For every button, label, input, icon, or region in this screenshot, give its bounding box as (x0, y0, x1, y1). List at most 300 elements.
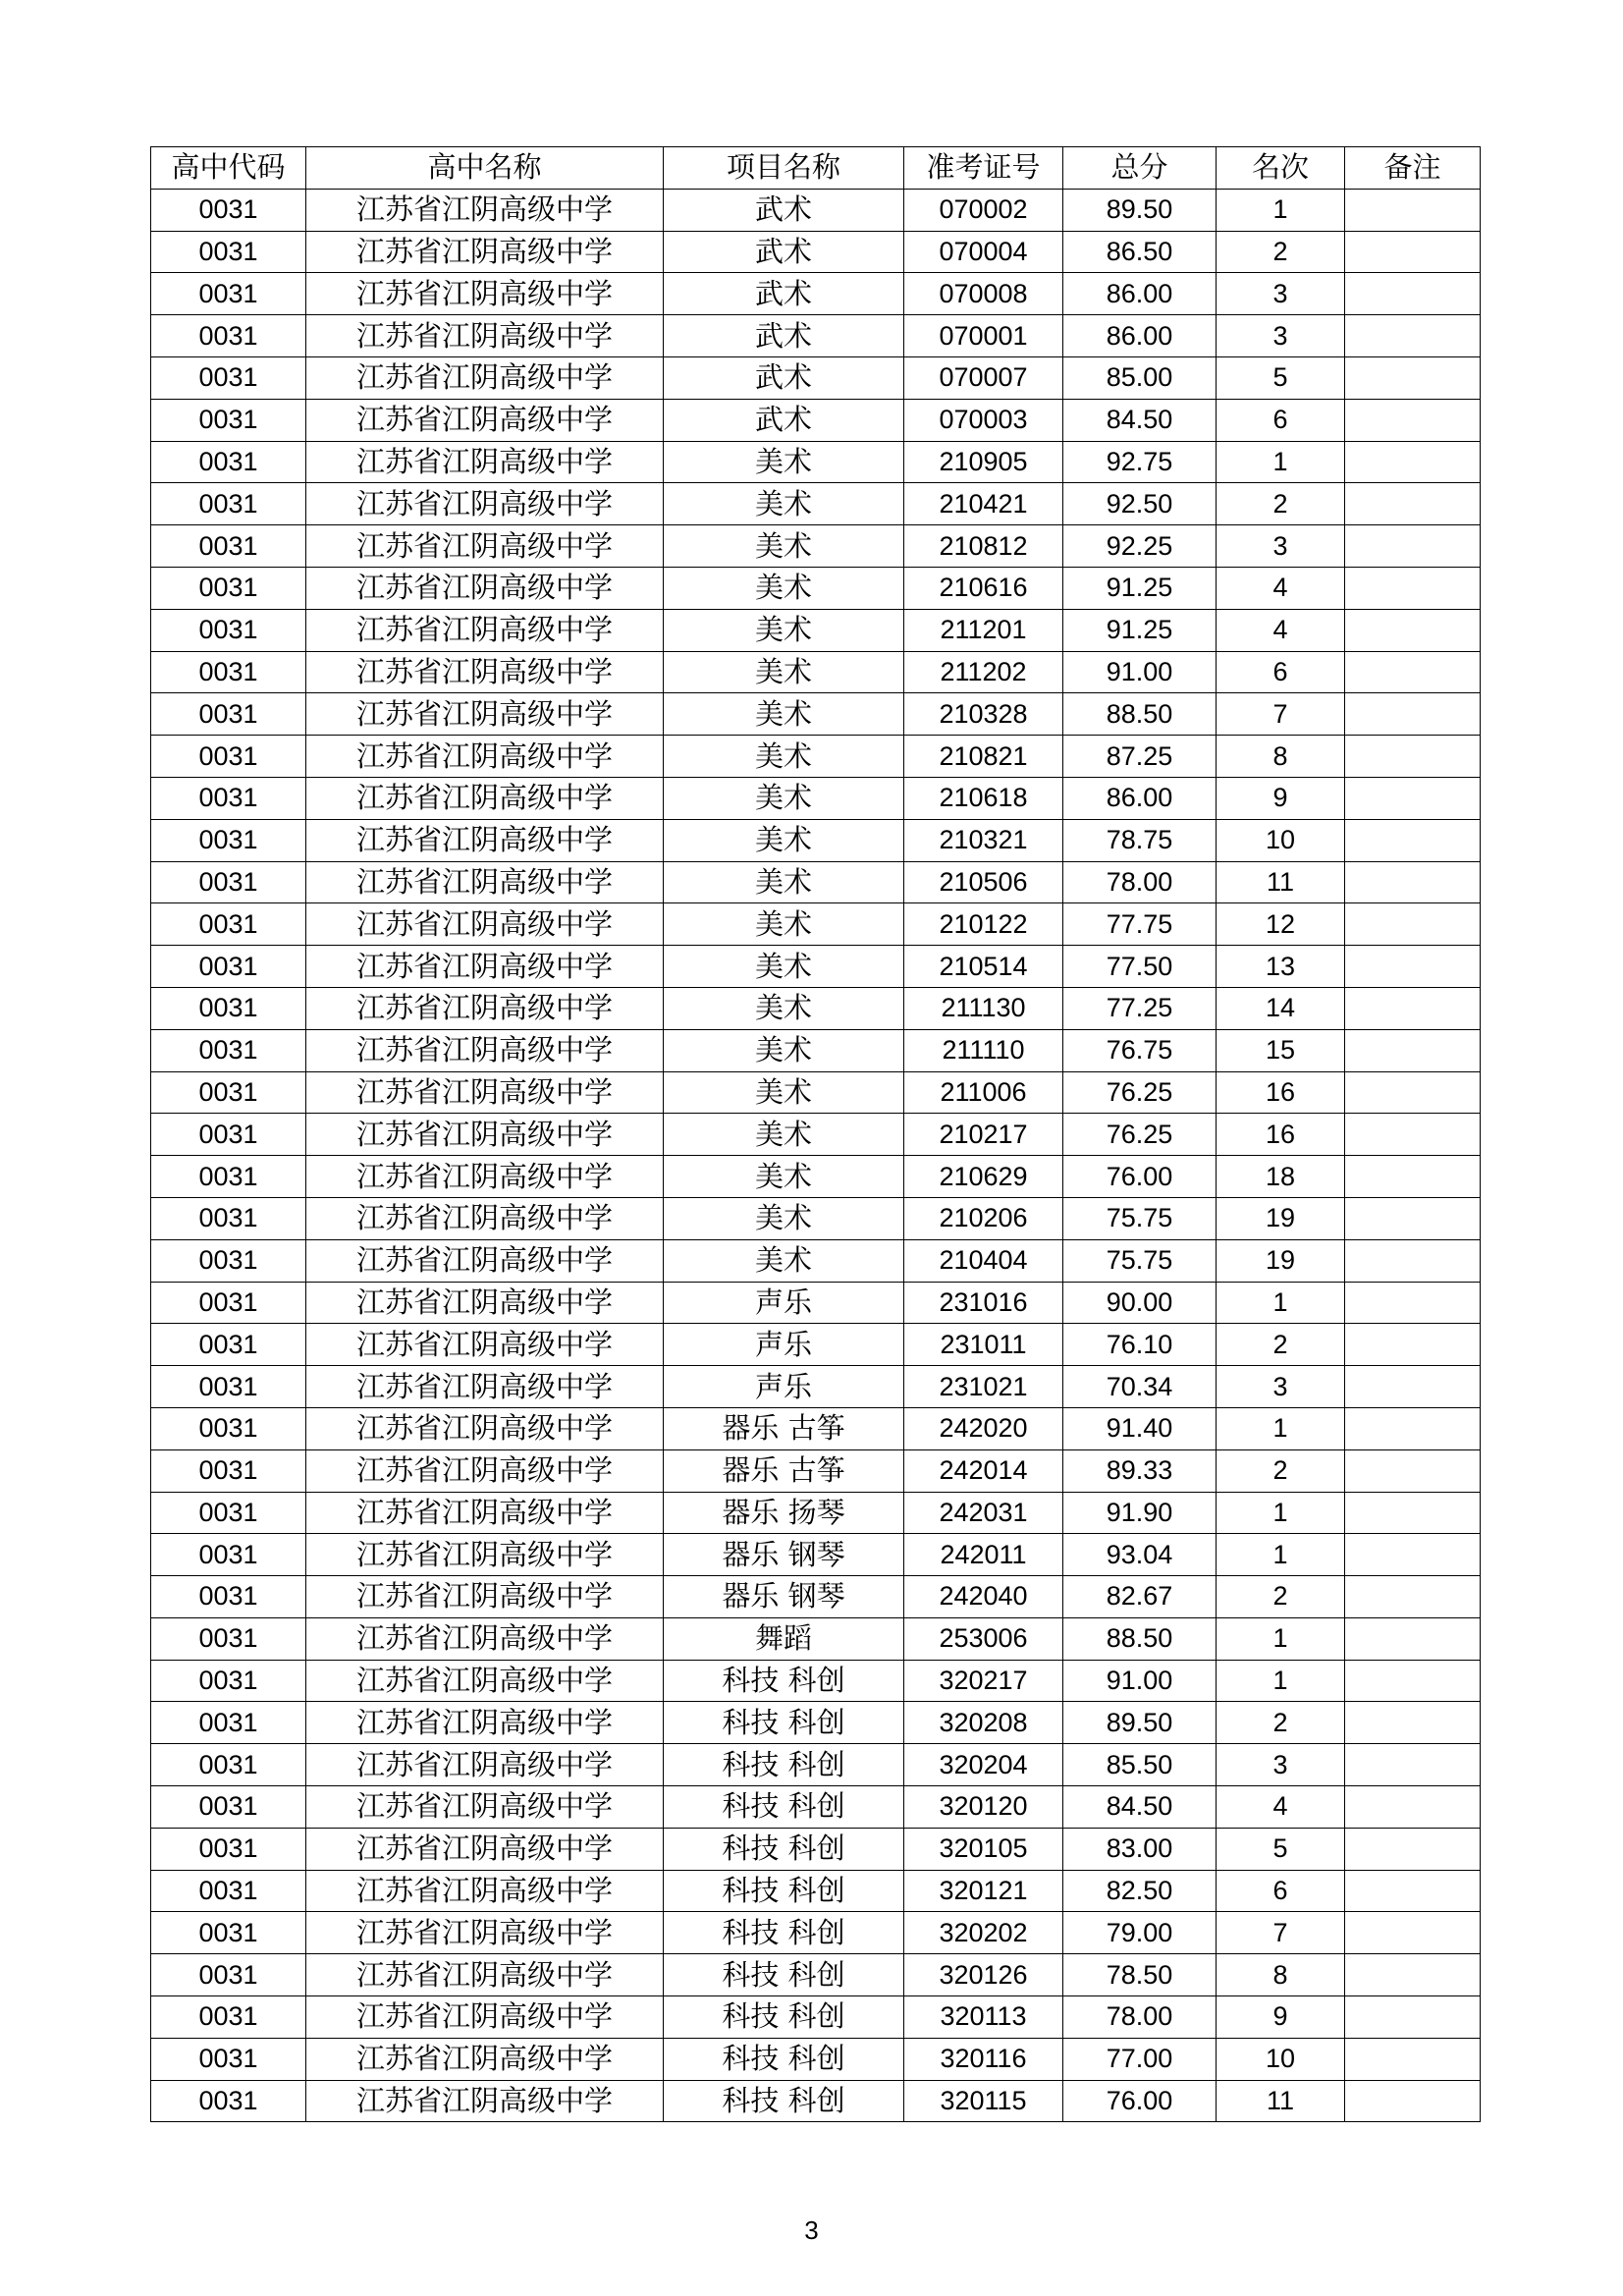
cell-rank: 16 (1217, 1071, 1345, 1114)
cell-total-score: 70.34 (1063, 1366, 1217, 1408)
page-number: 3 (804, 2215, 819, 2245)
cell-project-name: 美术 (664, 1239, 904, 1282)
cell-total-score: 89.33 (1063, 1449, 1217, 1492)
cell-rank: 8 (1217, 736, 1345, 778)
cell-exam-id: 210404 (904, 1239, 1063, 1282)
table-body (151, 189, 1481, 2122)
table-row (151, 1239, 1481, 1282)
table-row (151, 1828, 1481, 1870)
cell-school-name: 江苏省江阴高级中学 (306, 946, 664, 988)
cell-project-name: 武术 (664, 231, 904, 273)
table-row (151, 903, 1481, 946)
cell-rank: 10 (1217, 819, 1345, 861)
table-row (151, 231, 1481, 273)
cell-total-score: 79.00 (1063, 1912, 1217, 1954)
cell-remarks (1345, 356, 1481, 399)
cell-school-name: 江苏省江阴高级中学 (306, 1029, 664, 1071)
cell-total-score: 76.25 (1063, 1071, 1217, 1114)
cell-total-score: 88.50 (1063, 1617, 1217, 1660)
cell-project-name: 声乐 (664, 1282, 904, 1324)
cell-school-code: 0031 (151, 1492, 306, 1534)
cell-project-name: 舞蹈 (664, 1617, 904, 1660)
cell-total-score: 82.50 (1063, 1870, 1217, 1912)
table-row (151, 1407, 1481, 1449)
cell-total-score: 77.00 (1063, 2038, 1217, 2080)
cell-project-name: 美术 (664, 1029, 904, 1071)
cell-remarks (1345, 1786, 1481, 1829)
cell-total-score: 91.00 (1063, 1660, 1217, 1702)
table-row (151, 1029, 1481, 1071)
cell-rank: 9 (1217, 1996, 1345, 2039)
cell-project-name: 美术 (664, 567, 904, 609)
cell-total-score: 89.50 (1063, 1702, 1217, 1744)
cell-total-score: 89.50 (1063, 189, 1217, 231)
table-row (151, 861, 1481, 903)
cell-exam-id: 242014 (904, 1449, 1063, 1492)
table-row (151, 609, 1481, 651)
cell-remarks (1345, 1449, 1481, 1492)
cell-school-name: 江苏省江阴高级中学 (306, 1197, 664, 1239)
cell-school-code: 0031 (151, 693, 306, 736)
cell-exam-id: 211130 (904, 987, 1063, 1029)
cell-school-code: 0031 (151, 651, 306, 693)
cell-remarks (1345, 1156, 1481, 1198)
header-school-code: 高中代码 (151, 147, 306, 190)
cell-exam-id: 210421 (904, 483, 1063, 525)
cell-school-code: 0031 (151, 1282, 306, 1324)
header-total-score: 总分 (1063, 147, 1217, 190)
cell-rank: 1 (1217, 1534, 1345, 1576)
cell-total-score: 76.25 (1063, 1114, 1217, 1156)
cell-exam-id: 211110 (904, 1029, 1063, 1071)
cell-school-code: 0031 (151, 1702, 306, 1744)
cell-remarks (1345, 861, 1481, 903)
cell-school-name: 江苏省江阴高级中学 (306, 1954, 664, 1996)
cell-rank: 4 (1217, 567, 1345, 609)
header-school-name: 高中名称 (306, 147, 664, 190)
cell-school-name: 江苏省江阴高级中学 (306, 1492, 664, 1534)
cell-school-name: 江苏省江阴高级中学 (306, 1449, 664, 1492)
table-row (151, 1114, 1481, 1156)
cell-rank: 11 (1217, 2080, 1345, 2122)
cell-project-name: 美术 (664, 525, 904, 568)
table-row (151, 483, 1481, 525)
cell-remarks (1345, 399, 1481, 441)
cell-remarks (1345, 315, 1481, 357)
cell-exam-id: 320121 (904, 1870, 1063, 1912)
cell-school-name: 江苏省江阴高级中学 (306, 903, 664, 946)
cell-total-score: 82.67 (1063, 1576, 1217, 1618)
cell-exam-id: 210122 (904, 903, 1063, 946)
cell-project-name: 美术 (664, 1071, 904, 1114)
cell-project-name: 科技 科创 (664, 1702, 904, 1744)
cell-school-code: 0031 (151, 903, 306, 946)
cell-total-score: 91.90 (1063, 1492, 1217, 1534)
cell-rank: 1 (1217, 1660, 1345, 1702)
header-remarks: 备注 (1345, 147, 1481, 190)
cell-project-name: 美术 (664, 1114, 904, 1156)
cell-rank: 2 (1217, 1449, 1345, 1492)
cell-exam-id: 320113 (904, 1996, 1063, 2039)
cell-rank: 16 (1217, 1114, 1345, 1156)
cell-project-name: 器乐 古筝 (664, 1407, 904, 1449)
cell-rank: 3 (1217, 1744, 1345, 1786)
cell-rank: 4 (1217, 1786, 1345, 1829)
cell-remarks (1345, 1197, 1481, 1239)
cell-rank: 1 (1217, 1407, 1345, 1449)
cell-remarks (1345, 1239, 1481, 1282)
cell-school-code: 0031 (151, 861, 306, 903)
cell-rank: 6 (1217, 399, 1345, 441)
cell-exam-id: 320204 (904, 1744, 1063, 1786)
cell-rank: 1 (1217, 1282, 1345, 1324)
cell-school-code: 0031 (151, 525, 306, 568)
cell-remarks (1345, 819, 1481, 861)
cell-exam-id: 210328 (904, 693, 1063, 736)
cell-total-score: 83.00 (1063, 1828, 1217, 1870)
table-row (151, 1660, 1481, 1702)
table-row (151, 777, 1481, 819)
cell-project-name: 科技 科创 (664, 1870, 904, 1912)
cell-exam-id: 210506 (904, 861, 1063, 903)
table-row (151, 1617, 1481, 1660)
cell-school-code: 0031 (151, 819, 306, 861)
cell-remarks (1345, 651, 1481, 693)
cell-school-code: 0031 (151, 2038, 306, 2080)
cell-school-code: 0031 (151, 1617, 306, 1660)
cell-school-code: 0031 (151, 356, 306, 399)
cell-school-name: 江苏省江阴高级中学 (306, 1660, 664, 1702)
cell-total-score: 91.00 (1063, 651, 1217, 693)
cell-school-code: 0031 (151, 1197, 306, 1239)
cell-school-code: 0031 (151, 273, 306, 315)
cell-school-name: 江苏省江阴高级中学 (306, 1324, 664, 1366)
cell-remarks (1345, 987, 1481, 1029)
cell-project-name: 美术 (664, 861, 904, 903)
cell-total-score: 78.00 (1063, 1996, 1217, 2039)
cell-project-name: 声乐 (664, 1324, 904, 1366)
cell-total-score: 77.25 (1063, 987, 1217, 1029)
table-row (151, 1702, 1481, 1744)
cell-project-name: 器乐 钢琴 (664, 1534, 904, 1576)
cell-project-name: 声乐 (664, 1366, 904, 1408)
cell-project-name: 美术 (664, 946, 904, 988)
cell-exam-id: 320217 (904, 1660, 1063, 1702)
cell-exam-id: 210206 (904, 1197, 1063, 1239)
cell-school-code: 0031 (151, 1324, 306, 1366)
cell-total-score: 86.00 (1063, 777, 1217, 819)
cell-project-name: 武术 (664, 189, 904, 231)
cell-remarks (1345, 1954, 1481, 1996)
cell-school-code: 0031 (151, 609, 306, 651)
cell-school-code: 0031 (151, 736, 306, 778)
cell-exam-id: 070008 (904, 273, 1063, 315)
cell-school-name: 江苏省江阴高级中学 (306, 1576, 664, 1618)
cell-exam-id: 320120 (904, 1786, 1063, 1829)
cell-total-score: 77.50 (1063, 946, 1217, 988)
cell-school-name: 江苏省江阴高级中学 (306, 1617, 664, 1660)
cell-school-code: 0031 (151, 231, 306, 273)
cell-exam-id: 210812 (904, 525, 1063, 568)
table-row (151, 1954, 1481, 1996)
cell-total-score: 78.75 (1063, 819, 1217, 861)
cell-school-name: 江苏省江阴高级中学 (306, 1702, 664, 1744)
cell-remarks (1345, 946, 1481, 988)
cell-total-score: 84.50 (1063, 1786, 1217, 1829)
cell-exam-id: 070001 (904, 315, 1063, 357)
cell-rank: 3 (1217, 273, 1345, 315)
cell-remarks (1345, 1366, 1481, 1408)
cell-remarks (1345, 1617, 1481, 1660)
cell-project-name: 美术 (664, 651, 904, 693)
cell-school-code: 0031 (151, 1954, 306, 1996)
cell-exam-id: 210514 (904, 946, 1063, 988)
cell-rank: 1 (1217, 441, 1345, 483)
cell-school-code: 0031 (151, 567, 306, 609)
cell-school-code: 0031 (151, 1870, 306, 1912)
cell-remarks (1345, 1324, 1481, 1366)
cell-school-code: 0031 (151, 946, 306, 988)
cell-school-name: 江苏省江阴高级中学 (306, 567, 664, 609)
cell-remarks (1345, 736, 1481, 778)
table-row (151, 1071, 1481, 1114)
cell-remarks (1345, 525, 1481, 568)
cell-total-score: 92.25 (1063, 525, 1217, 568)
cell-school-code: 0031 (151, 1156, 306, 1198)
cell-rank: 9 (1217, 777, 1345, 819)
cell-project-name: 美术 (664, 987, 904, 1029)
cell-rank: 3 (1217, 525, 1345, 568)
cell-school-code: 0031 (151, 2080, 306, 2122)
cell-total-score: 90.00 (1063, 1282, 1217, 1324)
cell-school-name: 江苏省江阴高级中学 (306, 1996, 664, 2039)
cell-total-score: 93.04 (1063, 1534, 1217, 1576)
cell-project-name: 美术 (664, 777, 904, 819)
cell-remarks (1345, 441, 1481, 483)
cell-rank: 2 (1217, 483, 1345, 525)
cell-school-name: 江苏省江阴高级中学 (306, 1282, 664, 1324)
cell-remarks (1345, 1702, 1481, 1744)
cell-rank: 14 (1217, 987, 1345, 1029)
cell-school-name: 江苏省江阴高级中学 (306, 861, 664, 903)
cell-school-name: 江苏省江阴高级中学 (306, 1534, 664, 1576)
cell-rank: 5 (1217, 356, 1345, 399)
cell-total-score: 76.75 (1063, 1029, 1217, 1071)
cell-rank: 13 (1217, 946, 1345, 988)
cell-school-name: 江苏省江阴高级中学 (306, 693, 664, 736)
cell-exam-id: 210629 (904, 1156, 1063, 1198)
cell-remarks (1345, 1744, 1481, 1786)
cell-school-name: 江苏省江阴高级中学 (306, 777, 664, 819)
cell-exam-id: 210217 (904, 1114, 1063, 1156)
cell-exam-id: 242011 (904, 1534, 1063, 1576)
cell-remarks (1345, 609, 1481, 651)
header-project-name: 项目名称 (664, 147, 904, 190)
cell-rank: 12 (1217, 903, 1345, 946)
cell-school-code: 0031 (151, 1029, 306, 1071)
cell-rank: 15 (1217, 1029, 1345, 1071)
cell-school-name: 江苏省江阴高级中学 (306, 356, 664, 399)
table-row (151, 1870, 1481, 1912)
header-rank: 名次 (1217, 147, 1345, 190)
cell-school-code: 0031 (151, 1996, 306, 2039)
cell-total-score: 77.75 (1063, 903, 1217, 946)
cell-remarks (1345, 777, 1481, 819)
cell-project-name: 器乐 古筝 (664, 1449, 904, 1492)
cell-exam-id: 210905 (904, 441, 1063, 483)
cell-rank: 1 (1217, 1492, 1345, 1534)
cell-exam-id: 231021 (904, 1366, 1063, 1408)
cell-rank: 19 (1217, 1239, 1345, 1282)
table-row (151, 399, 1481, 441)
cell-total-score: 92.75 (1063, 441, 1217, 483)
cell-project-name: 美术 (664, 736, 904, 778)
cell-school-name: 江苏省江阴高级中学 (306, 1786, 664, 1829)
cell-rank: 7 (1217, 693, 1345, 736)
table-row (151, 2038, 1481, 2080)
cell-project-name: 科技 科创 (664, 1828, 904, 1870)
cell-school-name: 江苏省江阴高级中学 (306, 1828, 664, 1870)
cell-school-name: 江苏省江阴高级中学 (306, 189, 664, 231)
cell-remarks (1345, 1660, 1481, 1702)
cell-remarks (1345, 1114, 1481, 1156)
cell-school-name: 江苏省江阴高级中学 (306, 525, 664, 568)
cell-exam-id: 210616 (904, 567, 1063, 609)
cell-exam-id: 320105 (904, 1828, 1063, 1870)
cell-exam-id: 211201 (904, 609, 1063, 651)
header-exam-id: 准考证号 (904, 147, 1063, 190)
cell-school-name: 江苏省江阴高级中学 (306, 1870, 664, 1912)
cell-school-code: 0031 (151, 1239, 306, 1282)
table-row (151, 315, 1481, 357)
table-row (151, 987, 1481, 1029)
cell-remarks (1345, 567, 1481, 609)
cell-remarks (1345, 231, 1481, 273)
cell-project-name: 武术 (664, 315, 904, 357)
table-row (151, 356, 1481, 399)
cell-school-name: 江苏省江阴高级中学 (306, 1114, 664, 1156)
cell-project-name: 美术 (664, 693, 904, 736)
cell-exam-id: 210618 (904, 777, 1063, 819)
cell-exam-id: 320208 (904, 1702, 1063, 1744)
cell-school-code: 0031 (151, 1744, 306, 1786)
cell-total-score: 91.25 (1063, 567, 1217, 609)
cell-school-name: 江苏省江阴高级中学 (306, 1156, 664, 1198)
table-row (151, 1366, 1481, 1408)
cell-project-name: 美术 (664, 819, 904, 861)
table-row (151, 1492, 1481, 1534)
cell-school-code: 0031 (151, 1786, 306, 1829)
table-row (151, 693, 1481, 736)
cell-school-name: 江苏省江阴高级中学 (306, 1366, 664, 1408)
cell-project-name: 科技 科创 (664, 1996, 904, 2039)
cell-school-name: 江苏省江阴高级中学 (306, 1744, 664, 1786)
table-row (151, 1282, 1481, 1324)
cell-school-code: 0031 (151, 315, 306, 357)
cell-exam-id: 242040 (904, 1576, 1063, 1618)
cell-school-code: 0031 (151, 399, 306, 441)
cell-total-score: 86.00 (1063, 273, 1217, 315)
cell-school-name: 江苏省江阴高级中学 (306, 651, 664, 693)
cell-school-name: 江苏省江阴高级中学 (306, 441, 664, 483)
cell-school-code: 0031 (151, 483, 306, 525)
cell-total-score: 75.75 (1063, 1197, 1217, 1239)
cell-remarks (1345, 1492, 1481, 1534)
cell-rank: 10 (1217, 2038, 1345, 2080)
table-row (151, 1996, 1481, 2039)
cell-remarks (1345, 903, 1481, 946)
table-row (151, 525, 1481, 568)
cell-rank: 2 (1217, 231, 1345, 273)
cell-project-name: 武术 (664, 399, 904, 441)
cell-project-name: 科技 科创 (664, 2038, 904, 2080)
table-row (151, 1449, 1481, 1492)
cell-project-name: 器乐 钢琴 (664, 1576, 904, 1618)
cell-remarks (1345, 1870, 1481, 1912)
cell-total-score: 76.10 (1063, 1324, 1217, 1366)
cell-exam-id: 070002 (904, 189, 1063, 231)
table-row (151, 273, 1481, 315)
cell-remarks (1345, 189, 1481, 231)
cell-exam-id: 070003 (904, 399, 1063, 441)
table-row (151, 1324, 1481, 1366)
cell-total-score: 88.50 (1063, 693, 1217, 736)
cell-project-name: 美术 (664, 441, 904, 483)
table-row (151, 651, 1481, 693)
cell-exam-id: 320116 (904, 2038, 1063, 2080)
cell-school-code: 0031 (151, 441, 306, 483)
cell-project-name: 美术 (664, 1197, 904, 1239)
table-row (151, 189, 1481, 231)
cell-remarks (1345, 1407, 1481, 1449)
cell-school-name: 江苏省江阴高级中学 (306, 609, 664, 651)
cell-rank: 1 (1217, 189, 1345, 231)
cell-exam-id: 070004 (904, 231, 1063, 273)
cell-school-name: 江苏省江阴高级中学 (306, 2038, 664, 2080)
cell-school-name: 江苏省江阴高级中学 (306, 483, 664, 525)
cell-exam-id: 231011 (904, 1324, 1063, 1366)
cell-school-name: 江苏省江阴高级中学 (306, 1407, 664, 1449)
cell-school-code: 0031 (151, 1660, 306, 1702)
cell-exam-id: 320126 (904, 1954, 1063, 1996)
cell-school-code: 0031 (151, 1449, 306, 1492)
table-row (151, 567, 1481, 609)
cell-rank: 18 (1217, 1156, 1345, 1198)
table-row (151, 1912, 1481, 1954)
cell-project-name: 器乐 扬琴 (664, 1492, 904, 1534)
cell-rank: 3 (1217, 315, 1345, 357)
cell-remarks (1345, 1576, 1481, 1618)
cell-school-name: 江苏省江阴高级中学 (306, 736, 664, 778)
cell-total-score: 85.00 (1063, 356, 1217, 399)
table-row (151, 1786, 1481, 1829)
header-row (151, 147, 1481, 190)
results-table (150, 146, 1481, 2122)
cell-rank: 6 (1217, 1870, 1345, 1912)
cell-rank: 7 (1217, 1912, 1345, 1954)
cell-school-code: 0031 (151, 1828, 306, 1870)
cell-school-code: 0031 (151, 1534, 306, 1576)
cell-total-score: 91.25 (1063, 609, 1217, 651)
table-row (151, 1576, 1481, 1618)
cell-school-code: 0031 (151, 777, 306, 819)
cell-total-score: 75.75 (1063, 1239, 1217, 1282)
table-row (151, 441, 1481, 483)
cell-project-name: 美术 (664, 1156, 904, 1198)
cell-exam-id: 231016 (904, 1282, 1063, 1324)
cell-school-code: 0031 (151, 1114, 306, 1156)
cell-rank: 2 (1217, 1702, 1345, 1744)
